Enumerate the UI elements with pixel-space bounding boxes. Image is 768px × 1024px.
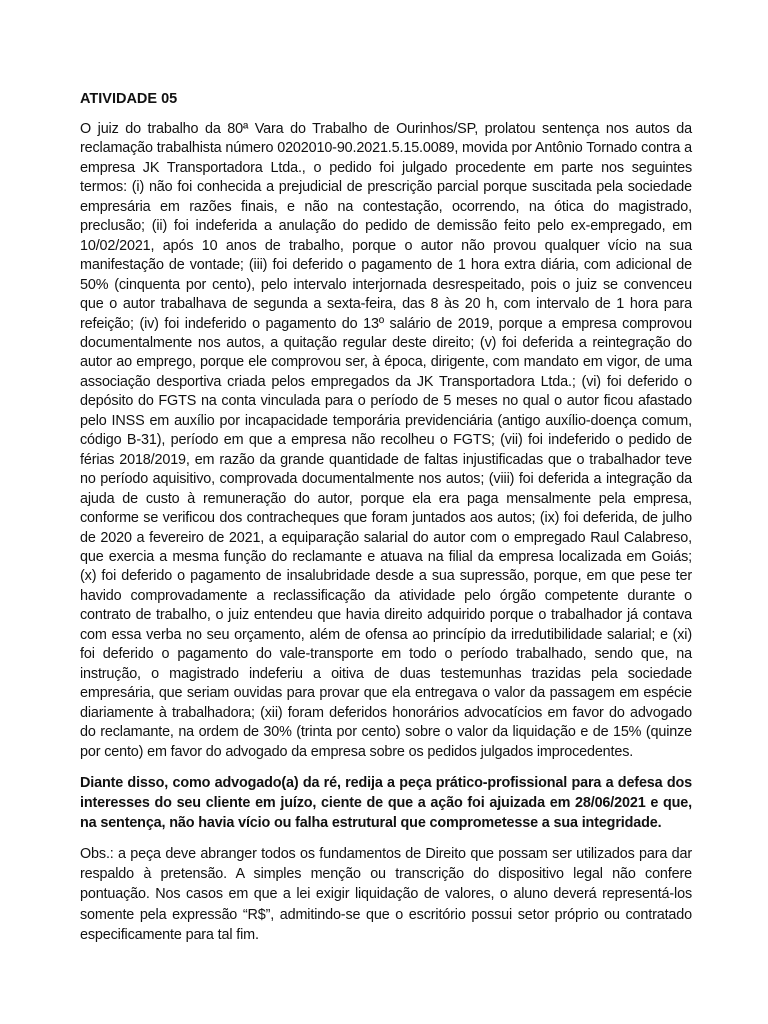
observation-paragraph: Obs.: a peça deve abranger todos os fundamentos de Direito que possam ser utilizados para dar respaldo à pretensão. A simples menção ou transcrição do dispositivo legal não confere pontuação. Nos casos em que a lei exigir liquidação de valores, o aluno deverá representá-los somente pela expressão “R$”, admitindo-se que o escritório possui setor próprio ou contratado especificamente para tal fim. (80, 845, 692, 943)
case-statement-paragraph: O juiz do trabalho da 80ª Vara do Trabalho de Ourinhos/SP, prolatou sentença nos autos da reclamação trabalhista número 0202010-90.2021.5.15.0089, movida por Antônio Tornado contra a empresa JK Transportadora Ltda., o pedido foi julgado procedente em parte nos seguintes termos: (i) não foi conhecida a prejudicial de prescrição parcial porque suscitada pela sociedade empresária em razões finais, e não na contestação, ocorrendo, na ótica do magistrado, preclusão; (ii) foi indeferida a anulação do pedido de demissão feito pelo ex-empregado, em 10/02/2021, após 10 anos de trabalho, porque o autor não provou qualquer vício na sua manifestação de vontade; (iii) foi deferido o pagamento de 1 hora extra diária, com adicional de 50% (cinquenta por cento), pelo intervalo interjornada desrespeitado, pois o juiz se convenceu que o autor trabalhava de segunda a sexta-feira, das 8 às 20 h, com intervalo de 1 hora para refeição; (iv) foi indeferido o pagamento do 13º salário de 2019, porque a empresa comprovou documentalmente nos autos, a quitação regular deste direito; (v) foi deferida a reintegração do autor ao emprego, porque ele comprovou ser, à época, dirigente, com mandato em vigor, de uma associação desportiva criada pelos empregados da JK Transportadora Ltda.; (vi) foi deferido o depósito do FGTS na conta vinculada para o período de 5 meses no qual o autor ficou afastado pelo INSS em auxílio por incapacidade temporária previdenciária (antigo auxílio-doença comum, código B-31), período em que a empresa não recolheu o FGTS; (vii) foi indeferido o pedido de férias 2018/2019, em razão da grande quantidade de faltas injustificadas que o trabalhador teve no período aquisitivo, comprovada documentalmente nos autos; (viii) foi deferida a integração da ajuda de custo à remuneração do autor, porque ela era paga mensalmente pela empresa, conforme se verificou dos contracheques que foram juntados aos autos; (ix) foi deferida, de julho de 2020 a fevereiro de 2021, a equiparação salarial do autor com o empregado Raul Calabreso, que exercia a mesma função do reclamante e atuava na filial da empresa localizada em Goiás; (x) foi deferido o pagamento de insalubridade desde a sua supressão, porque, em que pese ter havido comprovadamente a reclassificação da atividade pelo órgão competente durante o contrato de trabalho, o juiz entendeu que havia direito adquirido porque o trabalhador já contava com essa verba no seu orçamento, além de ofensa ao princípio da irredutibilidade salarial; e (xi) foi deferido o pagamento do vale-transporte em todo o período trabalhado, sendo que, na instrução, o magistrado indeferiu a oitiva de duas testemunhas trazidas pela sociedade empresária, que seriam ouvidas para provar que ela entregava o valor da passagem em espécie diariamente à trabalhadora; (xii) foram deferidos honorários advocatícios em favor do advogado do reclamante, na ordem de 30% (trinta por cento) sobre o valor da liquidação e de 15% (quinze por cento) em favor do advogado da empresa sobre os pedidos julgados improcedentes. (80, 121, 692, 760)
document-page (80, 89, 692, 945)
document-title: ATIVIDADE 05 (80, 91, 178, 107)
task-instruction-paragraph: Diante disso, como advogado(a) da ré, redija a peça prático-profissional para a defesa dos interesses do seu cliente em juízo, ciente de que a ação foi ajuizada em 28/06/2021 e que, na sentença, não havia vício ou falha estrutural que comprometesse a sua integridade. (80, 774, 692, 831)
